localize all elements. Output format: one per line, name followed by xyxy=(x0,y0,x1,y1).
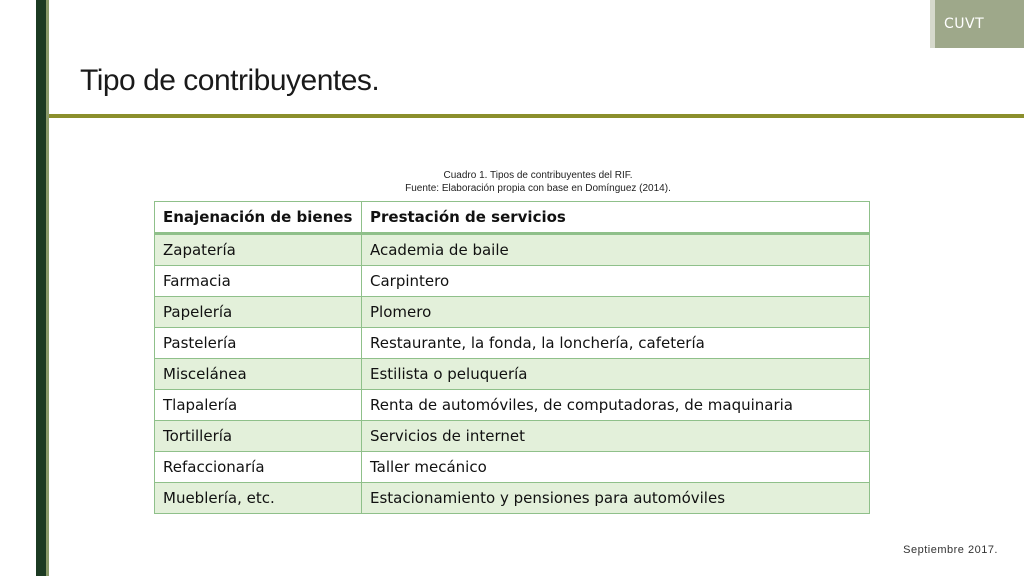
cuvt-logo xyxy=(930,0,1024,48)
goods-cell: Zapatería xyxy=(155,234,362,266)
goods-cell: Papelería xyxy=(155,297,362,328)
services-cell: Estacionamiento y pensiones para automóviles xyxy=(362,483,870,514)
services-cell: Estilista o peluquería xyxy=(362,359,870,390)
logo-accent-stripe xyxy=(930,0,935,48)
table-row xyxy=(155,297,870,328)
header-services: Prestación de servicios xyxy=(362,202,870,234)
table-row xyxy=(155,390,870,421)
taxpayer-types-table xyxy=(154,201,870,514)
goods-cell: Refaccionaría xyxy=(155,452,362,483)
header-goods: Enajenación de bienes xyxy=(155,202,362,234)
goods-cell: Farmacia xyxy=(155,266,362,297)
services-cell: Plomero xyxy=(362,297,870,328)
services-cell: Academia de baile xyxy=(362,234,870,266)
table-row xyxy=(155,266,870,297)
left-sidebar-bar xyxy=(36,0,46,576)
table-source: Fuente: Elaboración propia con base en Domínguez (2014). xyxy=(405,183,671,194)
table-row xyxy=(155,359,870,390)
logo-text: CUVT xyxy=(944,16,985,32)
title-underline xyxy=(49,114,1024,118)
table-row xyxy=(155,483,870,514)
services-cell: Taller mecánico xyxy=(362,452,870,483)
services-cell: Renta de automóviles, de computadoras, de maquinaria xyxy=(362,390,870,421)
goods-cell: Tlapalería xyxy=(155,390,362,421)
table-row xyxy=(155,452,870,483)
table-header-row xyxy=(155,202,870,234)
services-cell: Servicios de internet xyxy=(362,421,870,452)
table-row xyxy=(155,234,870,266)
table-row xyxy=(155,328,870,359)
slide-title: Tipo de contribuyentes. xyxy=(80,64,380,97)
services-cell: Restaurante, la fonda, la lonchería, cafetería xyxy=(362,328,870,359)
table-caption: Cuadro 1. Tipos de contribuyentes del RIF. xyxy=(443,170,633,181)
services-cell: Carpintero xyxy=(362,266,870,297)
goods-cell: Tortillería xyxy=(155,421,362,452)
goods-cell: Pastelería xyxy=(155,328,362,359)
footer-date: Septiembre 2017. xyxy=(903,544,998,556)
goods-cell: Mueblería, etc. xyxy=(155,483,362,514)
table-row xyxy=(155,421,870,452)
goods-cell: Miscelánea xyxy=(155,359,362,390)
left-sidebar-accent xyxy=(46,0,49,576)
